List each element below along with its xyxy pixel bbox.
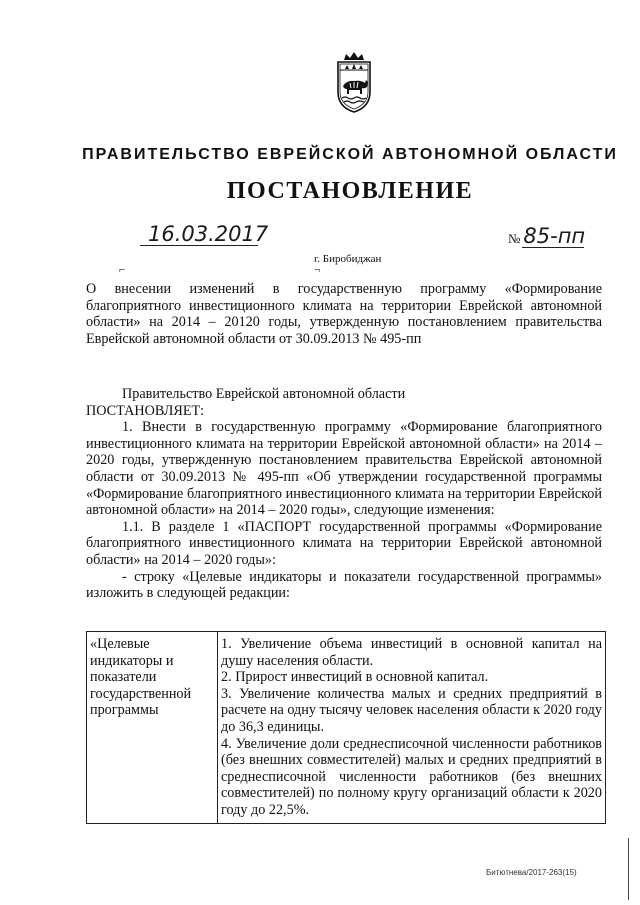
footer-code: Битютнева/2017-263(15) — [486, 868, 577, 877]
date-underline — [140, 245, 258, 246]
indicators-table — [86, 631, 606, 824]
subject-block — [86, 281, 602, 347]
resolves-line: ПОСТАНОВЛЯЕТ: — [86, 402, 205, 419]
corner-mark-left: ⌐ — [119, 264, 126, 276]
document-number — [508, 224, 585, 248]
body-block — [86, 386, 602, 602]
table-label-cell — [87, 632, 218, 824]
paragraph-row-change: - строку «Целевые индикаторы и показатели государственной программы» изложить в следующей редакции: — [86, 568, 602, 602]
intro-line: Правительство Еврейской автономной области — [122, 386, 406, 402]
indicator-item-4: 4. Увеличение доли среднесписочной численности работников (без внешних совместителей) малых и средних предприятий в среднесписочной численности работников (без внешних совместителей) по полному кругу организаций области к 2020 году до 22,5%. — [221, 735, 602, 818]
paragraph-1-1: 1.1. В разделе 1 «ПАСПОРТ государственной программы «Формирование благоприятного инвестиционного климата на территории Еврейской автономной области» на 2014 – 2020 годы»: — [86, 518, 602, 568]
coat-of-arms-icon — [329, 52, 379, 114]
subject-text: О внесении изменений в государственную программу «Формирование благоприятного инвестиционного климата на территории Еврейской автономной области» на 2014 – 20120 годы, утвержденную постановлением правительства Еврейской автономной области от 30.09.2013 № 495-пп — [86, 281, 602, 347]
number-value: 85-пп — [523, 224, 586, 248]
scan-edge-line — [628, 838, 629, 900]
table-row — [87, 632, 606, 824]
number-underline — [522, 247, 584, 248]
indicator-item-2: 2. Прирост инвестиций в основной капитал. — [221, 669, 489, 686]
indicator-item-1: 1. Увеличение объема инвестиций в основной капитал на душу населения области. — [221, 636, 602, 669]
corner-mark-right: ¬ — [314, 264, 321, 276]
indicator-item-3: 3. Увеличение количества малых и средних предприятий в расчете на одну тысячу человек населения области к 2020 году до 36,3 единицы. — [221, 685, 602, 735]
document-date: 16.03.2017 — [148, 222, 269, 246]
table-label: «Целевые индикаторы и показатели государственной программы — [90, 636, 192, 719]
government-title: ПРАВИТЕЛЬСТВО ЕВРЕЙСКОЙ АВТОНОМНОЙ ОБЛАСТИ — [82, 146, 618, 163]
city-label: г. Биробиджан — [314, 253, 382, 265]
document-type-title: ПОСТАНОВЛЕНИЕ — [226, 178, 474, 204]
paragraph-1: 1. Внести в государственную программу «Формирование благоприятного инвестиционного климата на территории Еврейской автономной области» на 2014 – 2020 годы, утвержденную постановлением правительства Еврейской автономной области от 30.09.2013 № 495-пп «Об утверждении государственной программы «Формирование благоприятного инвестиционного климата на территории Еврейской автономной области» на 2014 – 2020 годы», следующие изменения: — [86, 419, 602, 519]
number-prefix: № — [508, 231, 521, 246]
table-items-cell — [218, 632, 606, 824]
